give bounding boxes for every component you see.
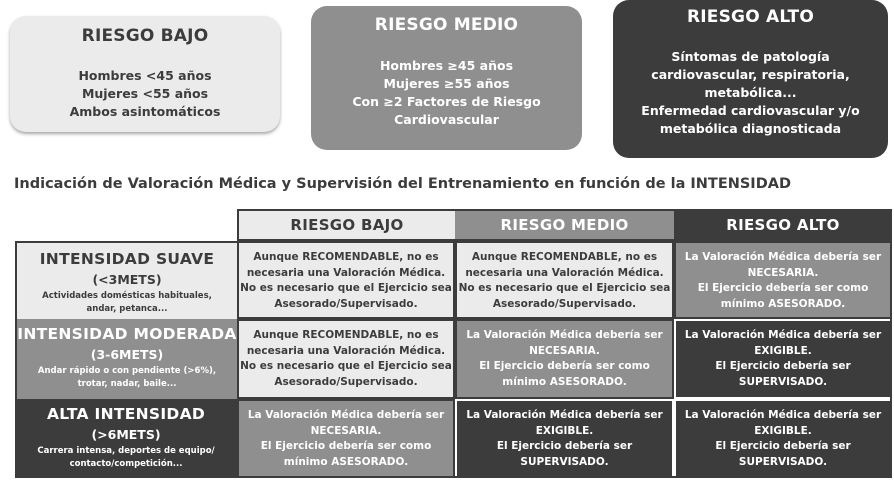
risk-box-low-title: RIESGO BAJO (81, 26, 209, 46)
risk-box-high (613, 0, 888, 158)
row-description: trotar, nadar, baile... (77, 379, 177, 389)
risk-box-low-line: Mujeres <55 años (81, 86, 209, 101)
risk-box-low-line: Ambos asintomáticos (69, 104, 221, 119)
row-title: INTENSIDAD SUAVE (39, 250, 215, 268)
row-title: ALTA INTENSIDAD (46, 405, 206, 423)
cell-line: EXIGIBLE. (535, 424, 594, 437)
table-cell (455, 241, 674, 319)
cell-line: SUPERVISADO. (738, 375, 828, 388)
risk-box-medium-line: Con ≥2 Factores de Riesgo (352, 94, 541, 109)
risk-box-high-line: metabólica... (704, 85, 797, 100)
risk-box-medium-title: RIESGO MEDIO (374, 15, 519, 35)
cell-line: NECESARIA. (747, 266, 819, 279)
cell-line: La Valoración Médica debería ser (684, 409, 882, 421)
table-cell (674, 319, 892, 399)
risk-box-medium-line: Hombres ≥45 años (379, 58, 514, 73)
table-cell (237, 241, 455, 319)
cell-line: La Valoración Médica debería ser (247, 409, 445, 421)
cell-line: necesaria una Valoración Médica. (246, 344, 446, 357)
cell-line: No es necesario que el Ejercicio sea (240, 282, 452, 294)
row-mets: (>6METS) (91, 427, 161, 442)
table-cell (237, 399, 455, 478)
cell-line: mínimo ASESORADO. (502, 375, 627, 388)
row-title: INTENSIDAD MODERADA (17, 325, 237, 343)
risk-box-high-body (613, 48, 888, 138)
row-header-soft (15, 241, 237, 319)
risk-box-high-title: RIESGO ALTO (686, 7, 815, 27)
cell-line: Asesorado/Supervisado. (274, 375, 418, 388)
cell-line: El Ejercicio debería ser como (697, 282, 869, 294)
risk-box-medium (311, 6, 582, 150)
risk-box-low (10, 16, 280, 132)
table-cell (455, 319, 674, 399)
table-cell (237, 319, 455, 399)
row-header-high (15, 399, 237, 478)
cell-line: NECESARIA. (310, 424, 382, 437)
cell-line: El Ejercicio debería ser (715, 360, 851, 372)
cell-line: La Valoración Médica debería ser (466, 329, 663, 341)
column-header-medium: RIESGO MEDIO (455, 209, 674, 241)
row-description: contacto/competición... (69, 459, 183, 469)
row-header-moderate (15, 319, 237, 399)
risk-box-medium-line: Mujeres ≥55 años (383, 76, 510, 91)
risk-box-high-line: Síntomas de patología (671, 49, 830, 64)
cell-line: mínimo ASESORADO. (720, 297, 846, 310)
cell-line: EXIGIBLE. (754, 344, 812, 357)
cell-line: EXIGIBLE. (754, 424, 812, 437)
row-description: andar, petanca... (86, 304, 168, 314)
cell-line: SUPERVISADO. (520, 455, 609, 468)
row-mets: (<3METS) (92, 272, 162, 287)
cell-line: La Valoración Médica debería ser (684, 329, 882, 341)
risk-box-high-line: Enfermedad cardiovascular y/o (641, 103, 860, 118)
risk-box-medium-body (311, 57, 582, 129)
risk-box-low-body (10, 67, 280, 121)
cell-line: El Ejercicio debería ser (496, 440, 633, 452)
table-cell (674, 241, 892, 319)
cell-line: No es necesario que el Ejercicio sea (458, 282, 671, 294)
table-cell (674, 399, 892, 478)
cell-line: Aunque RECOMENDABLE, no es (471, 251, 658, 263)
cell-line: El Ejercicio debería ser como (479, 360, 650, 372)
cell-line: El Ejercicio debería ser (715, 440, 851, 452)
cell-line: La Valoración Médica debería ser (466, 409, 663, 421)
risk-box-high-line: cardiovascular, respiratoria, (651, 67, 850, 82)
row-description: Andar rápido o con pendiente (>6%), (37, 366, 217, 376)
table-subtitle: Indicación de Valoración Médica y Supervisión del Entrenamiento en función de la INTENSIDAD (14, 176, 791, 192)
row-mets: (3-6METS) (90, 347, 164, 362)
risk-box-medium-line: Cardiovascular (394, 112, 499, 127)
cell-line: No es necesario que el Ejercicio sea (240, 360, 452, 372)
cell-line: El Ejercicio debería ser como (260, 440, 432, 452)
table-cell (455, 399, 674, 478)
cell-line: SUPERVISADO. (738, 455, 828, 468)
cell-line: La Valoración Médica debería ser (684, 251, 882, 263)
cell-line: Asesorado/Supervisado. (492, 297, 637, 310)
column-header-low: RIESGO BAJO (237, 209, 455, 241)
cell-line: NECESARIA. (529, 344, 600, 357)
risk-box-high-line: metabólica diagnosticada (659, 121, 842, 136)
cell-line: Aunque RECOMENDABLE, no es (253, 251, 439, 263)
row-description: Actividades domésticas habituales, (42, 291, 212, 301)
risk-box-low-line: Hombres <45 años (78, 68, 212, 83)
cell-line: mínimo ASESORADO. (283, 455, 409, 468)
cell-line: Asesorado/Supervisado. (274, 297, 418, 310)
column-header-high: RIESGO ALTO (674, 209, 892, 241)
cell-line: necesaria una Valoración Médica. (465, 266, 664, 279)
cell-line: necesaria una Valoración Médica. (246, 266, 446, 279)
cell-line: Aunque RECOMENDABLE, no es (253, 329, 439, 341)
row-description: Carrera intensa, deportes de equipo/ (37, 446, 215, 456)
